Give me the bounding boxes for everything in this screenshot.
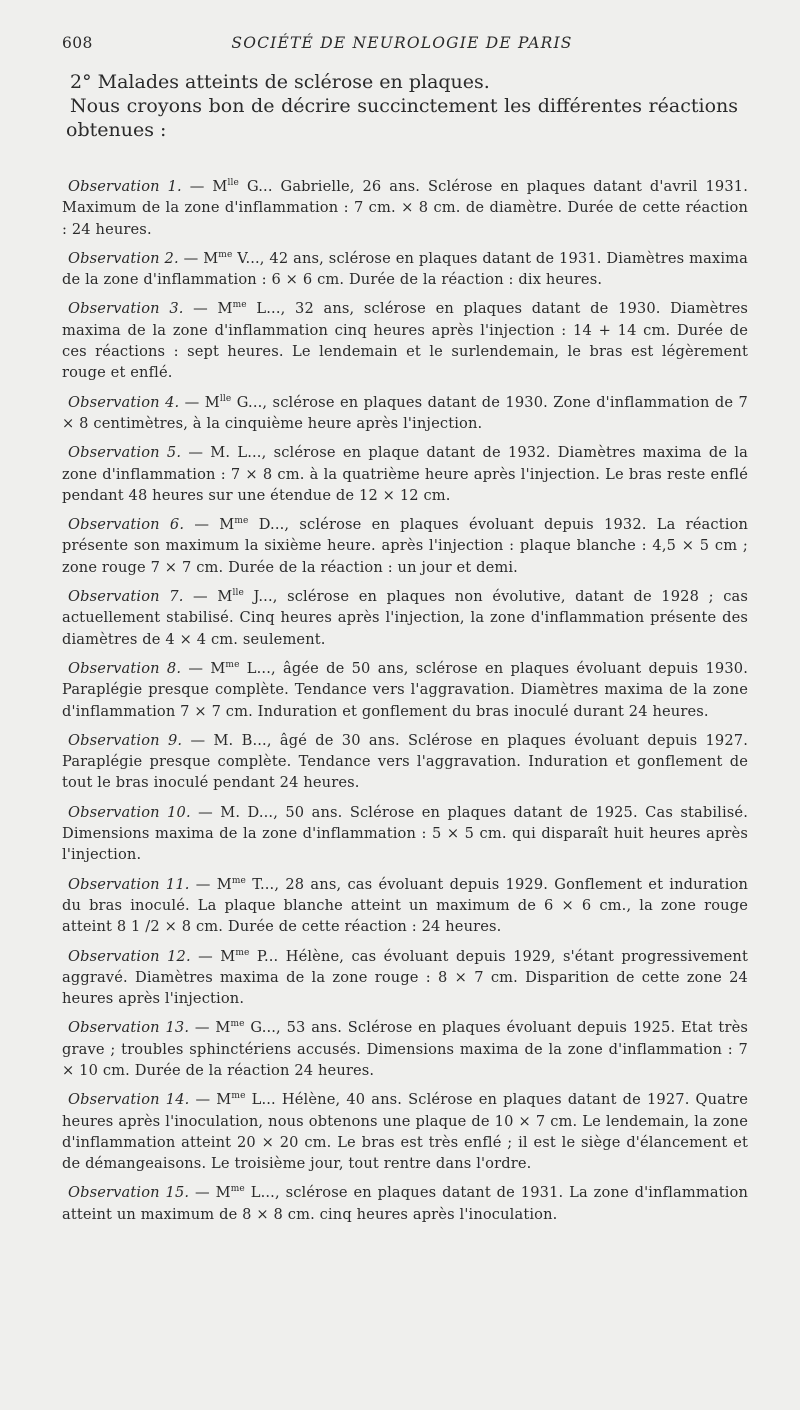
observation-subject: — M [189,875,232,893]
observation-subject: — M [189,1184,231,1202]
observation-text: D..., sclérose en plaques évoluant depuis 1932. La réaction présente son maximum la sixième heure. après l'injection : plaque blanche : 4,5 × 5 cm ; zone rouge 7 × 7 cm. Durée de la réaction : un jour et demi. [62,516,749,576]
title-superscript: me [231,1091,246,1102]
observation-text: G..., sclérose en plaques datant de 1930. Zone d'inflammation de 7 × 8 centimètres, à la cinquième heure après l'injection. [62,393,748,432]
title-superscript: me [230,1184,245,1195]
observation-label: Observation 11. [68,875,190,893]
title-superscript: me [234,516,249,527]
title-superscript: me [232,300,247,311]
observation-subject: — M [183,300,233,318]
observation-label: Observation 4. [68,393,180,411]
section-intro [66,70,738,142]
observation-text: G..., 53 ans. Sclérose en plaques évoluant depuis 1925. Etat très grave ; troubles sphinctériens accusés. Dimensions maxima de la zone d'inflammation : 7 × 10 cm. Durée de la réaction 24 heures. [62,1019,748,1079]
observation-paragraph [62,730,748,794]
observation-text: L..., âgée de 50 ans, sclérose en plaques évoluant depuis 1930. Paraplégie presque complète. Tendance vers l'aggravation. Diamètres maxima de la zone d'inflammation 7 × 7 cm. Induration et gonflement du bras inoculé durant 24 heures. [62,659,748,720]
observation-subject: — M. L..., [181,444,267,462]
title-superscript: me [218,250,233,261]
observation-text: sclérose en plaque datant de 1932. Diamètres maxima de la zone d'inflammation : 7 × 8 cm. à la quatrième heure après l'injection. Le bras reste enflé pendant 48 heures sur une étendue de 12 × 12 cm. [62,444,748,504]
observation-text: âgé de 30 ans. Sclérose en plaques évoluant depuis 1927. Paraplégie presque complète. Tendance vers l'aggravation. Induration et gonflement de tout le bras inoculé pendant 24 heures. [62,731,748,792]
observation-paragraph [62,442,748,506]
title-superscript: lle [219,393,232,404]
observation-text: L..., sclérose en plaques datant de 1931. La zone d'inflammation atteint un maximum de 8 × 8 cm. cinq heures après l'inoculation. [62,1184,749,1223]
observation-label: Observation 12. [68,947,191,965]
title-superscript: lle [232,588,244,599]
observation-label: Observation 9. [68,731,183,749]
observation-label: Observation 15. [68,1184,190,1202]
observation-paragraph [62,586,748,650]
observation-text: J..., sclérose en plaques non évolutive, datant de 1928 ; cas actuellement stabilisé. Cinq heures après l'injection, la zone d'inflammation présente des diamètres de 4 × 4 cm. seulement. [62,588,749,648]
observation-label: Observation 1. [68,178,182,195]
intro-sentence: Nous croyons bon de décrire succinctement les différentes réactions obtenues : [66,95,738,141]
section-heading: 2° Malades atteints de sclérose en plaques. [70,71,490,93]
observation-label: Observation 8. [68,659,182,677]
observation-paragraph [62,514,748,578]
observation-label: Observation 13. [68,1019,190,1037]
observation-text: G... Gabrielle, 26 ans. Sclérose en plaques datant d'avril 1931. Maximum de la zone d'inflammation : 7 cm. × 8 cm. de diamètre. Durée de cette réaction : 24 heures. [62,178,748,238]
observation-text: L... Hélène, 40 ans. Sclérose en plaques datant de 1927. Quatre heures après l'inoculation, nous obtenons une plaque de 10 × 7 cm. Le lendemain, la zone d'inflammation atteint 20 × 20 cm. Le bras est très enflé ; il est le siège d'élancement et de démangeaisons. Le troisième jour, tout rentre dans l'ordre. [62,1091,748,1173]
observation-label: Observation 7. [68,588,184,606]
observation-paragraph [62,874,748,938]
observation-list [62,176,748,1233]
observation-label: Observation 14. [68,1091,190,1109]
observation-paragraph [62,176,748,240]
observation-subject: — M [184,516,235,534]
observation-paragraph [62,1017,748,1081]
observation-paragraph [62,298,748,383]
observation-subject: — M. D..., [190,803,278,821]
title-superscript: me [230,1019,245,1030]
observation-subject: — M. B..., [182,731,272,749]
observation-text: T..., 28 ans, cas évoluant depuis 1929. Gonflement et induration du bras inoculé. La plaque blanche atteint un maximum de 6 × 6 cm., la zone rouge atteint 8 1 /2 × 8 cm. Durée de cette réaction : 24 heures. [62,875,749,936]
observation-paragraph [62,946,748,1010]
observation-paragraph [62,392,748,435]
observation-text: 50 ans. Sclérose en plaques datant de 1925. Cas stabilisé. Dimensions maxima de la zone d'inflammation : 5 × 5 cm. qui disparaît huit heures après l'injection. [62,803,748,864]
observation-subject: — M [190,947,236,965]
observation-paragraph [62,1089,748,1174]
observation-subject: — M [181,659,226,677]
observation-label: Observation 2. [68,249,179,267]
observation-paragraph [62,658,748,722]
title-superscript: me [231,875,247,886]
observation-label: Observation 10. [68,803,191,821]
observation-text: L..., 32 ans, sclérose en plaques datant de 1930. Diamètres maxima de la zone d'inflammation cinq heures après l'injection : 14 + 14 cm. Durée de ces réactions : sept heures. Le lendemain et le surlendemain, le bras est légèrement rouge et enflé. [62,300,749,382]
observation-subject: — M [178,249,219,267]
observation-subject: — M [189,1019,231,1037]
observation-subject: — M [183,588,233,606]
title-superscript: me [235,947,250,958]
page-number: 608 [62,34,93,52]
observation-label: Observation 5. [68,444,182,462]
observation-label: Observation 6. [68,516,185,534]
observation-subject: — M [181,178,228,195]
title-superscript: lle [227,178,240,189]
observation-subject: — M [179,393,220,411]
running-title: SOCIÉTÉ DE NEUROLOGIE DE PARIS [231,34,573,52]
observation-paragraph [62,1182,748,1225]
observation-label: Observation 3. [68,300,184,318]
observation-subject: — M [189,1091,232,1109]
observation-text: P... Hélène, cas évoluant depuis 1929, s'étant progressivement aggravé. Diamètres maxima de la zone rouge : 8 × 7 cm. Disparition de cette zone 24 heures après l'injection. [62,947,748,1008]
observation-paragraph [62,248,748,291]
observation-text: V..., 42 ans, sclérose en plaques datant de 1931. Diamètres maxima de la zone d'inflammation : 6 × 6 cm. Durée de la réaction : dix heures. [62,249,748,289]
title-superscript: me [225,660,240,671]
page-header [62,34,742,58]
observation-paragraph [62,802,748,866]
